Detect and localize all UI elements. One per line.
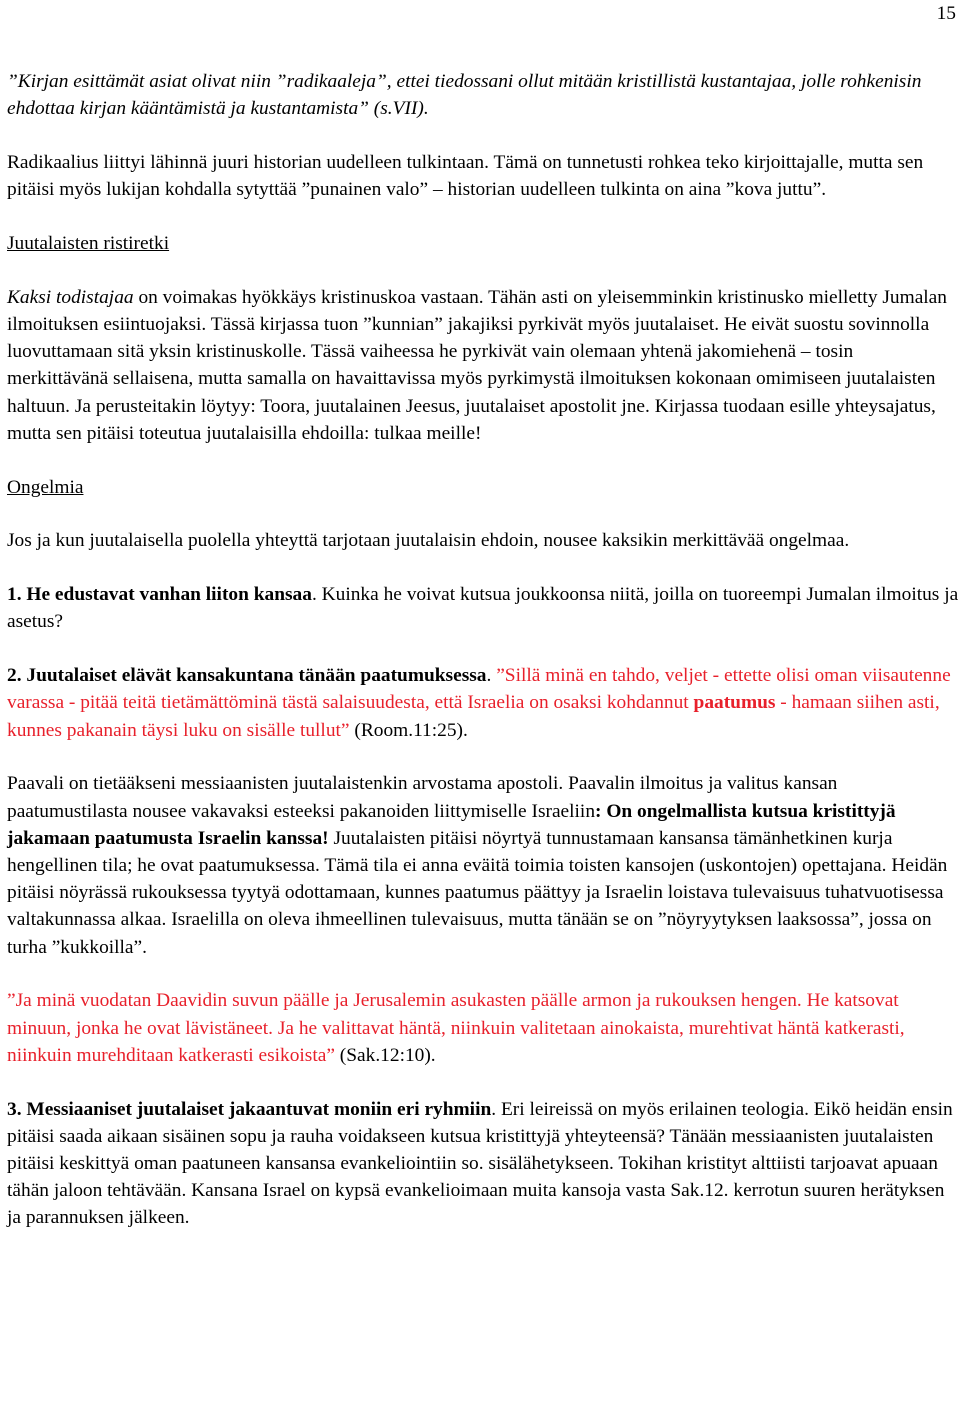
paragraph-problem-3 <box>7 1096 959 1232</box>
paragraph-text: Paavali on tietääkseni messiaanisten juutalaistenkin arvostama apostoli. Paavalin ilmoitus ja valitus kansan paatumustilasta nousee vakavaksi esteeksi pakanoiden liittymiselle Israeliin <box>7 773 838 822</box>
problem-1-title: 1. He edustavat vanhan liiton kansaa <box>7 584 312 606</box>
scripture-reference: (Room.11:25). <box>349 719 468 741</box>
quote-paragraph: ”Kirjan esittämät asiat olivat niin ”radikaaleja”, ettei tiedossani ollut mitään kristillistä kustantajaa, jolle rohkenisin ehdottaa kirjan kääntämistä ja kustantamista” (s.VII). <box>7 71 922 120</box>
scripture-reference: (Sak.12:10). <box>334 1044 436 1066</box>
paragraph-problem-1 <box>7 581 959 635</box>
paragraph-problem-2 <box>7 662 959 744</box>
document-body <box>7 68 959 1232</box>
scripture-quote-emphasis: paatumus <box>693 692 776 714</box>
page-number: 15 <box>936 3 956 24</box>
scripture-quote: ”Ja minä vuodatan Daavidin suvun päälle ja Jerusalemin asukasten päälle armon ja rukouksen hengen. He katsovat minuun, jonka he ovat lävistäneet. Ja he valittavat häntä, niinkuin valitetaan ainokaista, murehtivat häntä katkerasti, niinkuin murehditaan katkerasti esikoista” <box>7 990 905 1066</box>
scripture-quote: ”Sillä minä en tahdo, veljet - ettette olisi oman viisautenne varassa - pitää teitä tietämättöminä tästä salaisuudesta, että Israelia on osaksi kohdannut <box>7 665 951 714</box>
paragraph-paavali <box>7 770 959 960</box>
paragraph-text: on voimakas hyökkäys kristinuskoa vastaan. Tähän asti on yleisemminkin kristinusko mielletty Jumalan ilmoituksen esiintuojaksi. Tässä kirjassa tuon ”kunnian” jakajiksi pyrkivät myös juutalaiset. He eivät suostu sovinnolla luovuttamaan sitä yksin kristinuskolle. Tässä vaiheessa he pyrkivät vain olemaan yhtenä jakomiehenä – tosin merkittävänä sellaisena, mutta samalla on havaittavissa myös pyrkimystä ilmoituksen kokonaan omimiseen juutalaisten haltuun. Ja perusteitakin löytyy: Toora, juutalainen Jeesus, juutalaiset apostolit jne. Kirjassa tuodaan esille yhteysajatus, mutta sen pitäisi toteutua juutalaisilla ehdoilla: tulkaa meille! <box>7 286 947 444</box>
problem-2-title: 2. Juutalaiset elävät kansakuntana tänään paatumuksessa <box>7 665 487 687</box>
paragraph-text: Juutalaisten pitäisi nöyrtyä tunnustamaan kansansa tämänhetkinen kurja hengellinen tila; he ovat paatumuksessa. Tämä tila ei anna eväitä toimia toisten kansojen (uskontojen) opettajana. Heidän pitäisi nöyrässä rukouksessa tyytyä odottamaan, kunnes paatumus päättyy ja Israelin loistava tulevaisuus tuhatvuotisessa valtakunnassa alkaa. Israelilla on oleva ihmeellinen tulevaisuus, mutta tänään se on ”nöyryytyksen laaksossa”, jossa on turha ”kukkoilla”. <box>7 827 948 958</box>
paragraph-kaksi-todistajaa <box>7 284 959 447</box>
paragraph-ongelmia-intro: Jos ja kun juutalaisella puolella yhteyttä tarjotaan juutalaisin ehdoin, nousee kaksikin merkittävää ongelmaa. <box>7 530 850 552</box>
paragraph-text: . Kuinka he voivat kutsua joukkoonsa niitä, joilla on tuoreempi Jumalan ilmoitus ja asetus? <box>7 584 959 633</box>
paragraph-radikaalius: Radikaalius liittyi lähinnä juuri historian uudelleen tulkintaan. Tämä on tunnetusti rohkea teko kirjoittajalle, mutta sen pitäisi myös lukijan kohdalla sytyttää ”punainen valo” – historian uudelleen tulkinta on aina ”kova juttu”. <box>7 152 924 201</box>
paragraph-sakarja <box>7 987 959 1069</box>
section-heading-ongelmia: Ongelmia <box>7 476 84 498</box>
book-title: Kaksi todistajaa <box>7 286 134 308</box>
problem-3-title: 3. Messiaaniset juutalaiset jakaantuvat moniin eri ryhmiin <box>7 1098 492 1120</box>
emphasis-statement: : On ongelmallista kutsua kristittyjä jakamaan paatumusta Israelin kanssa! <box>7 800 896 849</box>
paragraph-text: . Eri leireissä on myös erilainen teologia. Eikö heidän ensin pitäisi saada aikaan sisäinen sopu ja rauha voidakseen kutsua kristittyjä yhteyteensä? Tänään messiaanisten juutalaisten pitäisi keskittyä oman paatuneen kansansa evankeliointiin so. sisälähetykseen. Tokihan kristityt alttiisti tarjoavat apuaan tähän jaloon tehtävään. Kansana Israel on kypsä evankelioimaan muita kansoja vasta Sak.12. kerrotun suuren herätyksen ja parannuksen jälkeen. <box>7 1098 953 1229</box>
scripture-quote: - hamaan siihen asti, kunnes pakanain täysi luku on sisälle tullut” <box>7 692 940 741</box>
section-heading-ristiretki: Juutalaisten ristiretki <box>7 233 170 254</box>
paragraph-text: . <box>486 665 497 687</box>
